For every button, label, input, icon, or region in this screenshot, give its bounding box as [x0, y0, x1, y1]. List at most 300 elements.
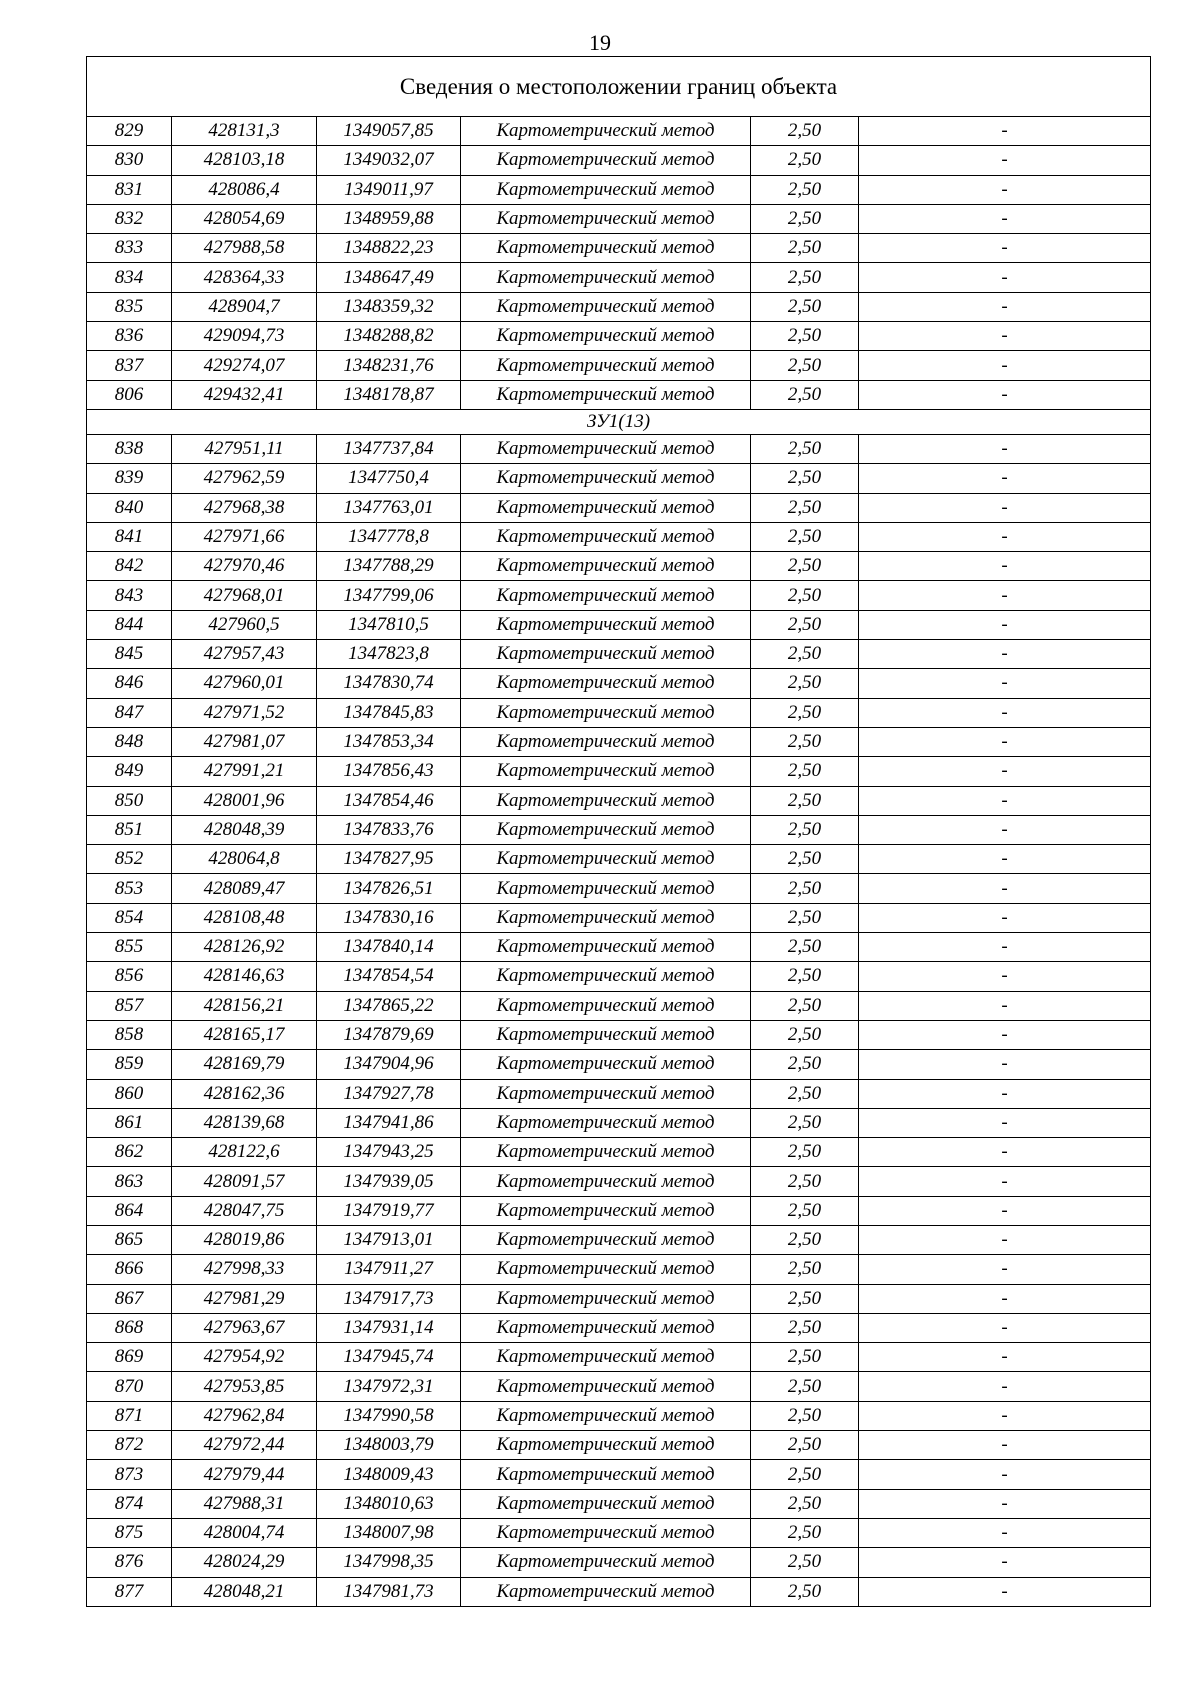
table-row — [87, 1460, 1151, 1489]
table-row — [87, 698, 1151, 727]
accuracy-cell: 2,50 — [751, 1020, 859, 1049]
point-number-cell: 831 — [87, 175, 172, 204]
y-coordinate-cell: 1347943,25 — [317, 1138, 461, 1167]
y-coordinate-cell: 1347827,95 — [317, 845, 461, 874]
x-coordinate-cell: 427991,21 — [172, 757, 317, 786]
y-coordinate-cell: 1347833,76 — [317, 815, 461, 844]
x-coordinate-cell: 427951,11 — [172, 434, 317, 463]
method-cell: Картометрический метод — [461, 874, 751, 903]
description-cell: - — [859, 845, 1151, 874]
y-coordinate-cell: 1347865,22 — [317, 991, 461, 1020]
table-row — [87, 1577, 1151, 1606]
method-cell: Картометрический метод — [461, 903, 751, 932]
table-row — [87, 1138, 1151, 1167]
table-row — [87, 204, 1151, 233]
accuracy-cell: 2,50 — [751, 815, 859, 844]
table-row — [87, 1372, 1151, 1401]
table-row — [87, 263, 1151, 292]
method-cell: Картометрический метод — [461, 1489, 751, 1518]
point-number-cell: 850 — [87, 786, 172, 815]
x-coordinate-cell: 428089,47 — [172, 874, 317, 903]
table-row — [87, 1108, 1151, 1137]
y-coordinate-cell: 1347990,58 — [317, 1401, 461, 1430]
accuracy-cell: 2,50 — [751, 117, 859, 146]
description-cell: - — [859, 464, 1151, 493]
x-coordinate-cell: 428103,18 — [172, 146, 317, 175]
y-coordinate-cell: 1347998,35 — [317, 1548, 461, 1577]
method-cell: Картометрический метод — [461, 1225, 751, 1254]
x-coordinate-cell: 427979,44 — [172, 1460, 317, 1489]
method-cell: Картометрический метод — [461, 640, 751, 669]
description-cell: - — [859, 1225, 1151, 1254]
x-coordinate-cell: 428091,57 — [172, 1167, 317, 1196]
y-coordinate-cell: 1347810,5 — [317, 610, 461, 639]
point-number-cell: 865 — [87, 1225, 172, 1254]
accuracy-cell: 2,50 — [751, 434, 859, 463]
y-coordinate-cell: 1348003,79 — [317, 1431, 461, 1460]
description-cell: - — [859, 1050, 1151, 1079]
table-row — [87, 1255, 1151, 1284]
y-coordinate-cell: 1347750,4 — [317, 464, 461, 493]
point-number-cell: 853 — [87, 874, 172, 903]
method-cell: Картометрический метод — [461, 1079, 751, 1108]
point-number-cell: 841 — [87, 522, 172, 551]
accuracy-cell: 2,50 — [751, 874, 859, 903]
y-coordinate-cell: 1347840,14 — [317, 933, 461, 962]
accuracy-cell: 2,50 — [751, 380, 859, 409]
accuracy-cell: 2,50 — [751, 903, 859, 932]
point-number-cell: 859 — [87, 1050, 172, 1079]
method-cell: Картометрический метод — [461, 434, 751, 463]
accuracy-cell: 2,50 — [751, 1518, 859, 1547]
x-coordinate-cell: 428048,21 — [172, 1577, 317, 1606]
accuracy-cell: 2,50 — [751, 1313, 859, 1342]
point-number-cell: 842 — [87, 552, 172, 581]
y-coordinate-cell: 1348178,87 — [317, 380, 461, 409]
point-number-cell: 875 — [87, 1518, 172, 1547]
x-coordinate-cell: 428126,92 — [172, 933, 317, 962]
accuracy-cell: 2,50 — [751, 1255, 859, 1284]
table-row — [87, 1343, 1151, 1372]
table-row — [87, 322, 1151, 351]
table-row — [87, 351, 1151, 380]
description-cell: - — [859, 234, 1151, 263]
point-number-cell: 863 — [87, 1167, 172, 1196]
table-row — [87, 786, 1151, 815]
accuracy-cell: 2,50 — [751, 1050, 859, 1079]
point-number-cell: 869 — [87, 1343, 172, 1372]
accuracy-cell: 2,50 — [751, 1372, 859, 1401]
x-coordinate-cell: 428146,63 — [172, 962, 317, 991]
method-cell: Картометрический метод — [461, 380, 751, 409]
description-cell: - — [859, 1138, 1151, 1167]
method-cell: Картометрический метод — [461, 1255, 751, 1284]
method-cell: Картометрический метод — [461, 1518, 751, 1547]
accuracy-cell: 2,50 — [751, 552, 859, 581]
y-coordinate-cell: 1347788,29 — [317, 552, 461, 581]
point-number-cell: 877 — [87, 1577, 172, 1606]
description-cell: - — [859, 322, 1151, 351]
table-row — [87, 757, 1151, 786]
y-coordinate-cell: 1347879,69 — [317, 1020, 461, 1049]
accuracy-cell: 2,50 — [751, 581, 859, 610]
table-row — [87, 175, 1151, 204]
point-number-cell: 848 — [87, 727, 172, 756]
x-coordinate-cell: 427962,84 — [172, 1401, 317, 1430]
x-coordinate-cell: 428047,75 — [172, 1196, 317, 1225]
table-row — [87, 522, 1151, 551]
method-cell: Картометрический метод — [461, 845, 751, 874]
y-coordinate-cell: 1348959,88 — [317, 204, 461, 233]
accuracy-cell: 2,50 — [751, 1489, 859, 1518]
y-coordinate-cell: 1347826,51 — [317, 874, 461, 903]
x-coordinate-cell: 427954,92 — [172, 1343, 317, 1372]
x-coordinate-cell: 427998,33 — [172, 1255, 317, 1284]
x-coordinate-cell: 427953,85 — [172, 1372, 317, 1401]
accuracy-cell: 2,50 — [751, 1225, 859, 1254]
accuracy-cell: 2,50 — [751, 727, 859, 756]
x-coordinate-cell: 428086,4 — [172, 175, 317, 204]
method-cell: Картометрический метод — [461, 1167, 751, 1196]
y-coordinate-cell: 1347931,14 — [317, 1313, 461, 1342]
description-cell: - — [859, 669, 1151, 698]
x-coordinate-cell: 428004,74 — [172, 1518, 317, 1547]
point-number-cell: 858 — [87, 1020, 172, 1049]
accuracy-cell: 2,50 — [751, 610, 859, 639]
point-number-cell: 857 — [87, 991, 172, 1020]
accuracy-cell: 2,50 — [751, 464, 859, 493]
x-coordinate-cell: 428156,21 — [172, 991, 317, 1020]
accuracy-cell: 2,50 — [751, 175, 859, 204]
method-cell: Картометрический метод — [461, 581, 751, 610]
point-number-cell: 864 — [87, 1196, 172, 1225]
y-coordinate-cell: 1348647,49 — [317, 263, 461, 292]
method-cell: Картометрический метод — [461, 1372, 751, 1401]
table-title: Сведения о местоположении границ объекта — [87, 57, 1151, 117]
point-number-cell: 873 — [87, 1460, 172, 1489]
description-cell: - — [859, 786, 1151, 815]
accuracy-cell: 2,50 — [751, 322, 859, 351]
table-row — [87, 1167, 1151, 1196]
table-row — [87, 640, 1151, 669]
point-number-cell: 862 — [87, 1138, 172, 1167]
accuracy-cell: 2,50 — [751, 640, 859, 669]
x-coordinate-cell: 428108,48 — [172, 903, 317, 932]
table-row — [87, 669, 1151, 698]
description-cell: - — [859, 1489, 1151, 1518]
y-coordinate-cell: 1349032,07 — [317, 146, 461, 175]
method-cell: Картометрический метод — [461, 117, 751, 146]
accuracy-cell: 2,50 — [751, 669, 859, 698]
method-cell: Картометрический метод — [461, 1050, 751, 1079]
accuracy-cell: 2,50 — [751, 522, 859, 551]
table-row — [87, 292, 1151, 321]
y-coordinate-cell: 1348822,23 — [317, 234, 461, 263]
point-number-cell: 871 — [87, 1401, 172, 1430]
method-cell: Картометрический метод — [461, 1343, 751, 1372]
method-cell: Картометрический метод — [461, 146, 751, 175]
table-row — [87, 874, 1151, 903]
point-number-cell: 856 — [87, 962, 172, 991]
description-cell: - — [859, 1577, 1151, 1606]
accuracy-cell: 2,50 — [751, 1401, 859, 1430]
description-cell: - — [859, 903, 1151, 932]
x-coordinate-cell: 429432,41 — [172, 380, 317, 409]
description-cell: - — [859, 698, 1151, 727]
y-coordinate-cell: 1347913,01 — [317, 1225, 461, 1254]
x-coordinate-cell: 428169,79 — [172, 1050, 317, 1079]
y-coordinate-cell: 1348231,76 — [317, 351, 461, 380]
method-cell: Картометрический метод — [461, 1196, 751, 1225]
x-coordinate-cell: 427981,07 — [172, 727, 317, 756]
description-cell: - — [859, 493, 1151, 522]
y-coordinate-cell: 1347904,96 — [317, 1050, 461, 1079]
description-cell: - — [859, 1196, 1151, 1225]
y-coordinate-cell: 1347853,34 — [317, 727, 461, 756]
description-cell: - — [859, 962, 1151, 991]
x-coordinate-cell: 428024,29 — [172, 1548, 317, 1577]
table-row — [87, 1225, 1151, 1254]
x-coordinate-cell: 428165,17 — [172, 1020, 317, 1049]
x-coordinate-cell: 428139,68 — [172, 1108, 317, 1137]
x-coordinate-cell: 428064,8 — [172, 845, 317, 874]
accuracy-cell: 2,50 — [751, 351, 859, 380]
point-number-cell: 874 — [87, 1489, 172, 1518]
page-number: 19 — [589, 30, 611, 55]
method-cell: Картометрический метод — [461, 1020, 751, 1049]
accuracy-cell: 2,50 — [751, 146, 859, 175]
method-cell: Картометрический метод — [461, 292, 751, 321]
accuracy-cell: 2,50 — [751, 1167, 859, 1196]
point-number-cell: 866 — [87, 1255, 172, 1284]
point-number-cell: 845 — [87, 640, 172, 669]
x-coordinate-cell: 428364,33 — [172, 263, 317, 292]
point-number-cell: 833 — [87, 234, 172, 263]
point-number-cell: 839 — [87, 464, 172, 493]
table-row — [87, 1050, 1151, 1079]
table-row — [87, 1196, 1151, 1225]
method-cell: Картометрический метод — [461, 351, 751, 380]
description-cell: - — [859, 351, 1151, 380]
accuracy-cell: 2,50 — [751, 1138, 859, 1167]
point-number-cell: 830 — [87, 146, 172, 175]
accuracy-cell: 2,50 — [751, 1460, 859, 1489]
description-cell: - — [859, 1167, 1151, 1196]
description-cell: - — [859, 175, 1151, 204]
x-coordinate-cell: 428019,86 — [172, 1225, 317, 1254]
point-number-cell: 838 — [87, 434, 172, 463]
accuracy-cell: 2,50 — [751, 234, 859, 263]
point-number-cell: 870 — [87, 1372, 172, 1401]
table-row — [87, 1284, 1151, 1313]
method-cell: Картометрический метод — [461, 991, 751, 1020]
y-coordinate-cell: 1348007,98 — [317, 1518, 461, 1547]
accuracy-cell: 2,50 — [751, 204, 859, 233]
method-cell: Картометрический метод — [461, 1284, 751, 1313]
description-cell: - — [859, 727, 1151, 756]
accuracy-cell: 2,50 — [751, 1108, 859, 1137]
y-coordinate-cell: 1347854,54 — [317, 962, 461, 991]
x-coordinate-cell: 427988,58 — [172, 234, 317, 263]
boundary-coordinates-table — [86, 56, 1151, 1607]
method-cell: Картометрический метод — [461, 727, 751, 756]
table-title-row — [87, 57, 1151, 117]
y-coordinate-cell: 1347981,73 — [317, 1577, 461, 1606]
description-cell: - — [859, 1255, 1151, 1284]
y-coordinate-cell: 1347799,06 — [317, 581, 461, 610]
y-coordinate-cell: 1349057,85 — [317, 117, 461, 146]
accuracy-cell: 2,50 — [751, 1196, 859, 1225]
point-number-cell: 876 — [87, 1548, 172, 1577]
accuracy-cell: 2,50 — [751, 786, 859, 815]
method-cell: Картометрический метод — [461, 1548, 751, 1577]
point-number-cell: 844 — [87, 610, 172, 639]
x-coordinate-cell: 427972,44 — [172, 1431, 317, 1460]
table-row — [87, 380, 1151, 409]
description-cell: - — [859, 874, 1151, 903]
y-coordinate-cell: 1347941,86 — [317, 1108, 461, 1137]
description-cell: - — [859, 263, 1151, 292]
y-coordinate-cell: 1348010,63 — [317, 1489, 461, 1518]
accuracy-cell: 2,50 — [751, 933, 859, 962]
point-number-cell: 851 — [87, 815, 172, 844]
method-cell: Картометрический метод — [461, 1431, 751, 1460]
table-row — [87, 991, 1151, 1020]
method-cell: Картометрический метод — [461, 610, 751, 639]
x-coordinate-cell: 427960,5 — [172, 610, 317, 639]
point-number-cell: 847 — [87, 698, 172, 727]
accuracy-cell: 2,50 — [751, 1548, 859, 1577]
table-row — [87, 493, 1151, 522]
x-coordinate-cell: 427957,43 — [172, 640, 317, 669]
method-cell: Картометрический метод — [461, 1460, 751, 1489]
x-coordinate-cell: 427962,59 — [172, 464, 317, 493]
y-coordinate-cell: 1347845,83 — [317, 698, 461, 727]
point-number-cell: 849 — [87, 757, 172, 786]
method-cell: Картометрический метод — [461, 933, 751, 962]
x-coordinate-cell: 427963,67 — [172, 1313, 317, 1342]
point-number-cell: 872 — [87, 1431, 172, 1460]
accuracy-cell: 2,50 — [751, 1284, 859, 1313]
table-row — [87, 933, 1151, 962]
x-coordinate-cell: 428122,6 — [172, 1138, 317, 1167]
section-row — [87, 409, 1151, 434]
method-cell: Картометрический метод — [461, 263, 751, 292]
method-cell: Картометрический метод — [461, 552, 751, 581]
description-cell: - — [859, 1372, 1151, 1401]
description-cell: - — [859, 204, 1151, 233]
y-coordinate-cell: 1347919,77 — [317, 1196, 461, 1225]
accuracy-cell: 2,50 — [751, 757, 859, 786]
y-coordinate-cell: 1347911,27 — [317, 1255, 461, 1284]
table-row — [87, 1020, 1151, 1049]
x-coordinate-cell: 427970,46 — [172, 552, 317, 581]
point-number-cell: 855 — [87, 933, 172, 962]
table-row — [87, 1079, 1151, 1108]
table-body — [87, 57, 1151, 1607]
description-cell: - — [859, 610, 1151, 639]
table-row — [87, 1401, 1151, 1430]
description-cell: - — [859, 933, 1151, 962]
method-cell: Картометрический метод — [461, 698, 751, 727]
x-coordinate-cell: 428001,96 — [172, 786, 317, 815]
table-row — [87, 610, 1151, 639]
point-number-cell: 834 — [87, 263, 172, 292]
accuracy-cell: 2,50 — [751, 1431, 859, 1460]
description-cell: - — [859, 552, 1151, 581]
point-number-cell: 837 — [87, 351, 172, 380]
y-coordinate-cell: 1347830,74 — [317, 669, 461, 698]
y-coordinate-cell: 1347763,01 — [317, 493, 461, 522]
table-row — [87, 234, 1151, 263]
y-coordinate-cell: 1347917,73 — [317, 1284, 461, 1313]
x-coordinate-cell: 427968,38 — [172, 493, 317, 522]
y-coordinate-cell: 1348009,43 — [317, 1460, 461, 1489]
description-cell: - — [859, 1284, 1151, 1313]
point-number-cell: 835 — [87, 292, 172, 321]
table-row — [87, 1489, 1151, 1518]
method-cell: Картометрический метод — [461, 815, 751, 844]
y-coordinate-cell: 1348359,32 — [317, 292, 461, 321]
method-cell: Картометрический метод — [461, 962, 751, 991]
x-coordinate-cell: 429274,07 — [172, 351, 317, 380]
y-coordinate-cell: 1347737,84 — [317, 434, 461, 463]
accuracy-cell: 2,50 — [751, 292, 859, 321]
table-row — [87, 1548, 1151, 1577]
table-row — [87, 903, 1151, 932]
y-coordinate-cell: 1347945,74 — [317, 1343, 461, 1372]
x-coordinate-cell: 428131,3 — [172, 117, 317, 146]
description-cell: - — [859, 292, 1151, 321]
y-coordinate-cell: 1347830,16 — [317, 903, 461, 932]
table-row — [87, 845, 1151, 874]
description-cell: - — [859, 146, 1151, 175]
method-cell: Картометрический метод — [461, 204, 751, 233]
description-cell: - — [859, 1401, 1151, 1430]
y-coordinate-cell: 1348288,82 — [317, 322, 461, 351]
accuracy-cell: 2,50 — [751, 1079, 859, 1108]
x-coordinate-cell: 428904,7 — [172, 292, 317, 321]
description-cell: - — [859, 991, 1151, 1020]
y-coordinate-cell: 1349011,97 — [317, 175, 461, 204]
y-coordinate-cell: 1347823,8 — [317, 640, 461, 669]
x-coordinate-cell: 427988,31 — [172, 1489, 317, 1518]
method-cell: Картометрический метод — [461, 1313, 751, 1342]
x-coordinate-cell: 427960,01 — [172, 669, 317, 698]
table-row — [87, 1518, 1151, 1547]
point-number-cell: 860 — [87, 1079, 172, 1108]
point-number-cell: 868 — [87, 1313, 172, 1342]
description-cell: - — [859, 1343, 1151, 1372]
point-number-cell: 806 — [87, 380, 172, 409]
y-coordinate-cell: 1347854,46 — [317, 786, 461, 815]
table-row — [87, 727, 1151, 756]
table-row — [87, 581, 1151, 610]
accuracy-cell: 2,50 — [751, 1577, 859, 1606]
accuracy-cell: 2,50 — [751, 962, 859, 991]
description-cell: - — [859, 434, 1151, 463]
description-cell: - — [859, 757, 1151, 786]
point-number-cell: 852 — [87, 845, 172, 874]
point-number-cell: 861 — [87, 1108, 172, 1137]
method-cell: Картометрический метод — [461, 1108, 751, 1137]
y-coordinate-cell: 1347939,05 — [317, 1167, 461, 1196]
table-row — [87, 815, 1151, 844]
y-coordinate-cell: 1347972,31 — [317, 1372, 461, 1401]
description-cell: - — [859, 1431, 1151, 1460]
x-coordinate-cell: 427968,01 — [172, 581, 317, 610]
method-cell: Картометрический метод — [461, 757, 751, 786]
